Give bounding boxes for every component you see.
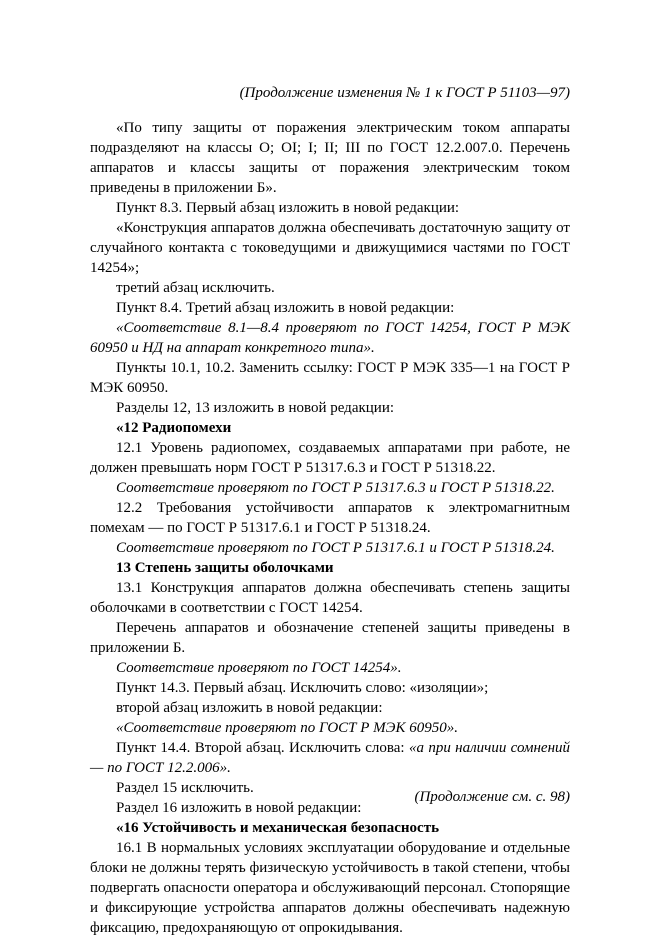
paragraph-class-intro: «По типу защиты от поражения электрическим током аппараты подразделяют на классы О; ОI; I; II; III по ГОСТ 12.2.007.0. Перечень аппаратов и классы защиты от поражения электрическим током приведены в приложении Б». [90, 120, 570, 196]
page-footer: (Продолжение см. с. 98) [414, 789, 570, 805]
paragraph-13-list: Перечень аппаратов и обозначение степеней защиты приведены в приложении Б. [90, 620, 570, 656]
page-header: (Продолжение изменения № 1 к ГОСТ Р 51103—97) [239, 85, 570, 101]
paragraph-10-replace: Пункты 10.1, 10.2. Заменить ссылку: ГОСТ Р МЭК 335—1 на ГОСТ Р МЭК 60950. [90, 360, 570, 396]
paragraph-14-4-quote: «а при наличии сомнений — по ГОСТ 12.2.006». [90, 740, 571, 776]
paragraph-16-1: 16.1 В нормальных условиях эксплуатации оборудование и отдельные блоки не должны терять физическую устойчивость в такой степени, чтобы подвергать опасности оператора и обслуживающий персонал. Стопорящие и фиксирующие устройства аппаратов должны обеспечивать надежную фиксацию, предохраняющую от опрокидывания. [90, 840, 570, 936]
paragraph-14-3-text: «Соответствие проверяют по ГОСТ Р МЭК 60950». [116, 720, 458, 736]
paragraph-8-3-heading: Пункт 8.3. Первый абзац изложить в новой редакции: [116, 200, 460, 216]
paragraph-12-2: 12.2 Требования устойчивости аппаратов к электромагнитным помехам — по ГОСТ Р 51317.6.1 и ГОСТ Р 51318.24. [90, 500, 570, 536]
paragraph-16-heading: Раздел 16 изложить в новой редакции: [116, 800, 362, 816]
paragraph-8-4-heading: Пункт 8.4. Третий абзац изложить в новой редакции: [116, 300, 455, 316]
paragraph-12-1: 12.1 Уровень радиопомех, создаваемых аппаратами при работе, не должен превышать норм ГОСТ Р 51317.6.3 и ГОСТ Р 51318.22. [90, 440, 570, 476]
paragraph-15-exclude: Раздел 15 исключить. [116, 780, 254, 796]
paragraph-8-4-text: «Соответствие 8.1—8.4 проверяют по ГОСТ 14254, ГОСТ Р МЭК 60950 и НД на аппарат конкретного типа». [90, 320, 570, 356]
document-body [90, 118, 570, 938]
paragraph-12-1-check: Соответствие проверяют по ГОСТ Р 51317.6.3 и ГОСТ Р 51318.22. [116, 480, 555, 496]
section-12-title: «12 Радиопомехи [116, 420, 232, 436]
paragraph-12-2-check: Соответствие проверяют по ГОСТ Р 51317.6.1 и ГОСТ Р 51318.24. [116, 540, 555, 556]
paragraph-8-3-text: «Конструкция аппаратов должна обеспечивать достаточную защиту от случайного контакта с токоведущими и движущимися частями по ГОСТ 14254»; [90, 220, 570, 276]
paragraph-14-3-heading: Пункт 14.3. Первый абзац. Исключить слово: «изоляции»; [116, 680, 489, 696]
paragraph-14-4-lead: Пункт 14.4. Второй абзац. Исключить слова: [116, 740, 409, 756]
paragraph-14-3-second: второй абзац изложить в новой редакции: [116, 700, 383, 716]
paragraph-13-check: Соответствие проверяют по ГОСТ 14254». [116, 660, 402, 676]
paragraph-8-3-exclude: третий абзац исключить. [116, 280, 275, 296]
paragraph-13-1: 13.1 Конструкция аппаратов должна обеспечивать степень защиты оболочками в соответствии с ГОСТ 14254. [90, 580, 570, 616]
paragraph-14-4 [90, 738, 570, 778]
section-13-title: 13 Степень защиты оболочками [116, 560, 334, 576]
paragraph-sections-12-13: Разделы 12, 13 изложить в новой редакции: [116, 400, 395, 416]
section-16-title: «16 Устойчивость и механическая безопасность [116, 820, 440, 836]
